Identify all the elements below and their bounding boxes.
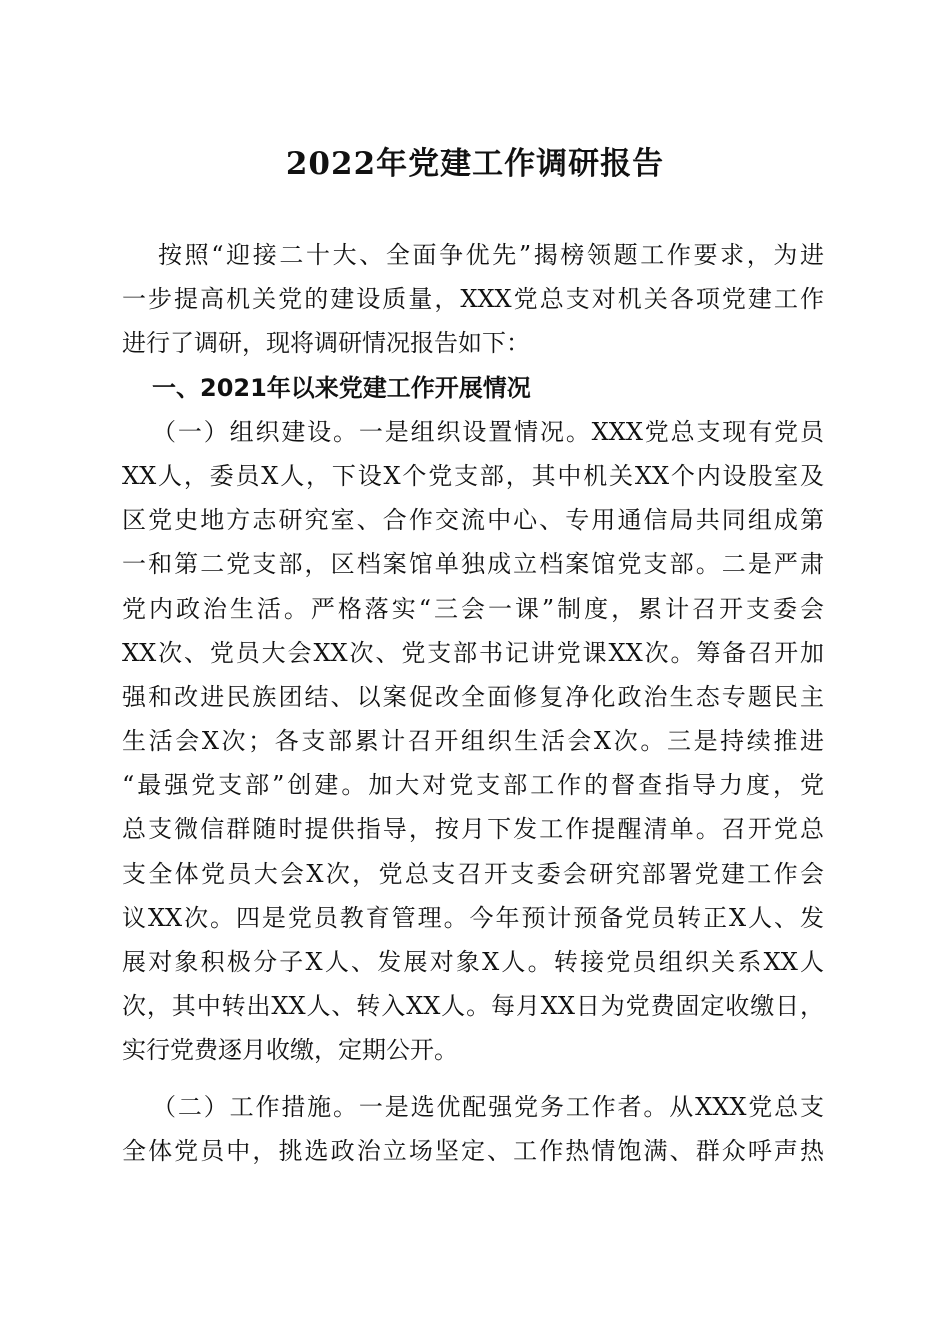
document-body xyxy=(122,233,824,1173)
text-line: （二）工作措施。一是选优配强党务工作者。从XXX党总支 xyxy=(152,1092,824,1121)
text-line: XX次、党员大会XX次、党支部书记讲党课XX次。筹备召开加 xyxy=(122,638,824,667)
text-line: 支全体党员大会X次，党总支召开支委会研究部署党建工作会 xyxy=(122,859,824,888)
text-line: 实行党费逐月收缴，定期公开。 xyxy=(122,1036,458,1065)
text-line: 强和改进民族团结、以案促改全面修复净化政治生态专题民主 xyxy=(122,682,824,711)
paragraph xyxy=(122,233,824,366)
text-line: “最强党支部”创建。加大对党支部工作的督查指导力度，党 xyxy=(122,771,824,800)
text-line: 全体党员中，挑选政治立场坚定、工作热情饱满、群众呼声热 xyxy=(122,1136,824,1165)
text-line: 次，其中转出XX人、转入XX人。每月XX日为党费固定收缴日， xyxy=(122,992,824,1021)
section-heading xyxy=(122,366,824,410)
paragraph-spacer xyxy=(122,1073,824,1085)
text-line: 一和第二党支部，区档案馆单独成立档案馆党支部。二是严肃 xyxy=(122,550,824,579)
text-line: 生活会X次；各支部累计召开组织生活会X次。三是持续推进 xyxy=(122,727,824,756)
document-title: 2022年党建工作调研报告 xyxy=(285,146,665,182)
paragraph xyxy=(122,1085,824,1173)
text-line: （一）组织建设。一是组织设置情况。XXX党总支现有党员 xyxy=(152,417,824,446)
text-line: 总支微信群随时提供指导，按月下发工作提醒清单。召开党总 xyxy=(122,815,824,844)
text-line: 一步提高机关党的建设质量，XXX党总支对机关各项党建工作 xyxy=(122,285,824,314)
text-line: 进行了调研，现将调研情况报告如下： xyxy=(122,329,530,358)
text-line: 议XX次。四是党员教育管理。今年预计预备党员转正X人、发 xyxy=(122,903,824,932)
paragraph xyxy=(122,410,824,1073)
text-line: XX人，委员X人，下设X个党支部，其中机关XX个内设股室及 xyxy=(122,461,824,490)
text-line: 一、2021年以来党建工作开展情况 xyxy=(152,373,531,402)
text-line: 展对象积极分子X人、发展对象X人。转接党员组织关系XX人 xyxy=(122,948,824,976)
text-line: 党内政治生活。严格落实“三会一课”制度，累计召开支委会 xyxy=(122,594,824,623)
text-line: 按照“迎接二十大、全面争优先”揭榜领题工作要求，为进 xyxy=(158,241,824,269)
text-line: 区党史地方志研究室、合作交流中心、专用通信局共同组成第 xyxy=(122,506,824,535)
